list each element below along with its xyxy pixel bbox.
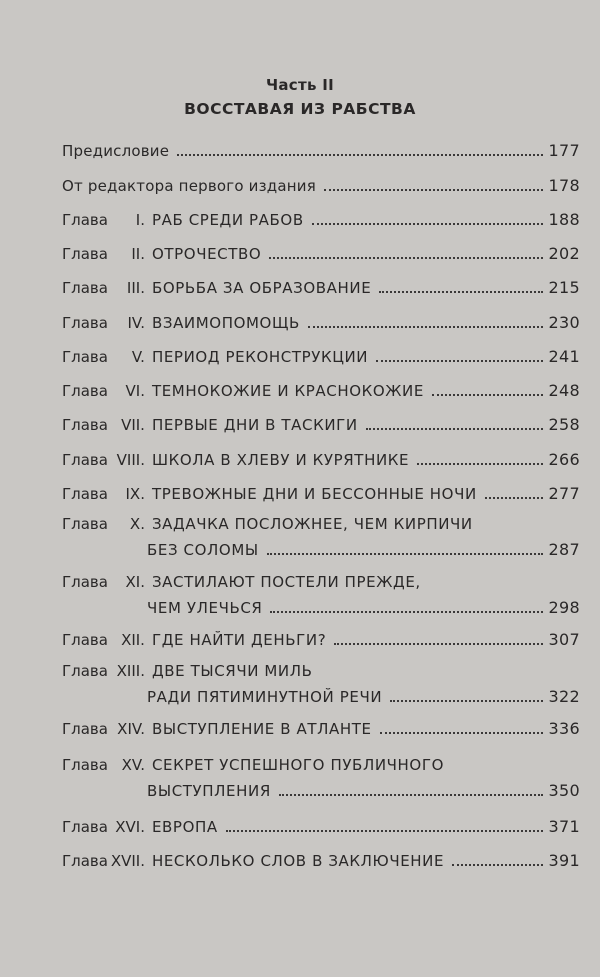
page-number: 298 bbox=[548, 598, 580, 617]
chapter-number: XIV. bbox=[117, 720, 145, 738]
dot-leader bbox=[366, 427, 543, 430]
chapter-number: I. bbox=[135, 211, 145, 229]
chapter-word: Глава bbox=[62, 756, 108, 774]
chapter-number: IV. bbox=[127, 314, 145, 332]
page-number: 350 bbox=[548, 781, 580, 800]
dot-leader bbox=[376, 359, 542, 362]
page-number: 177 bbox=[548, 141, 580, 160]
chapter-word: Глава bbox=[62, 852, 108, 870]
chapter-number: VIII. bbox=[116, 451, 145, 469]
chapter-label bbox=[62, 348, 152, 366]
chapter-label bbox=[62, 573, 152, 591]
dot-leader bbox=[177, 153, 542, 156]
page-number: 258 bbox=[548, 415, 580, 434]
toc-entry bbox=[62, 447, 580, 469]
toc-entry-continuation bbox=[147, 537, 580, 559]
chapter-number: IX. bbox=[125, 485, 145, 503]
dot-leader bbox=[432, 393, 543, 396]
chapter-label bbox=[62, 756, 152, 774]
chapter-label bbox=[62, 245, 152, 263]
chapter-label bbox=[62, 852, 152, 870]
page-number: 202 bbox=[548, 244, 580, 263]
dot-leader bbox=[267, 552, 543, 555]
chapter-number: XII. bbox=[121, 631, 145, 649]
page-number: 391 bbox=[548, 851, 580, 870]
toc-entry bbox=[62, 310, 580, 332]
page-number: 307 bbox=[548, 630, 580, 649]
chapter-word: Глава bbox=[62, 348, 108, 366]
toc-entry bbox=[62, 378, 580, 400]
chapter-label bbox=[62, 515, 152, 533]
page-number: 215 bbox=[548, 278, 580, 297]
page-number: 336 bbox=[548, 719, 580, 738]
dot-leader bbox=[379, 290, 542, 293]
chapter-word: Глава bbox=[62, 451, 108, 469]
chapter-word: Глава bbox=[62, 416, 108, 434]
chapter-number: X. bbox=[129, 515, 145, 533]
entry-title-continued: БЕЗ СОЛОМЫ bbox=[147, 541, 259, 559]
page-number: 178 bbox=[548, 176, 580, 195]
chapter-number: XVI. bbox=[115, 818, 145, 836]
dot-leader bbox=[226, 829, 543, 832]
toc-entry-continuation bbox=[147, 778, 580, 800]
chapter-word: Глава bbox=[62, 573, 108, 591]
dot-leader bbox=[279, 793, 543, 796]
dot-leader bbox=[270, 610, 542, 613]
entry-title-continued: РАДИ ПЯТИМИНУТНОЙ РЕЧИ bbox=[147, 688, 383, 706]
toc-entry bbox=[62, 241, 580, 263]
chapter-number: XV. bbox=[121, 756, 145, 774]
chapter-word: Глава bbox=[62, 382, 108, 400]
chapter-number: III. bbox=[126, 279, 145, 297]
chapter-word: Глава bbox=[62, 279, 108, 297]
dot-leader bbox=[324, 188, 543, 191]
toc-entry bbox=[62, 627, 580, 649]
chapter-label bbox=[62, 818, 152, 836]
chapter-number: XI. bbox=[125, 573, 145, 591]
toc-entry bbox=[62, 658, 580, 680]
chapter-number: V. bbox=[131, 348, 145, 366]
toc-entry bbox=[62, 511, 580, 533]
page-number: 248 bbox=[548, 381, 580, 400]
chapter-label bbox=[62, 631, 152, 649]
toc-entry bbox=[62, 814, 580, 836]
chapter-word: Глава bbox=[62, 314, 108, 332]
entry-title: ДВЕ ТЫСЯЧИ МИЛЬ bbox=[151, 662, 313, 680]
entry-title: ЗАСТИЛАЮТ ПОСТЕЛИ ПРЕЖДЕ, bbox=[151, 573, 421, 591]
page-number: 322 bbox=[548, 687, 580, 706]
entry-title: От редактора первого издания bbox=[62, 177, 316, 195]
chapter-number: II. bbox=[131, 245, 145, 263]
chapter-word: Глава bbox=[62, 720, 108, 738]
entry-title: РАБ СРЕДИ РАБОВ bbox=[151, 211, 304, 229]
chapter-label bbox=[62, 314, 152, 332]
entry-title-continued: ВЫСТУПЛЕНИЯ bbox=[147, 782, 271, 800]
chapter-number: VII. bbox=[121, 416, 145, 434]
toc-entry-continuation bbox=[147, 684, 580, 706]
page-number: 266 bbox=[548, 450, 580, 469]
toc-entry bbox=[62, 275, 580, 297]
toc-entry bbox=[62, 207, 580, 229]
toc-entry bbox=[62, 481, 580, 503]
dot-leader bbox=[269, 256, 542, 259]
toc-entry-continuation bbox=[147, 595, 580, 617]
entry-title: Предисловие bbox=[62, 142, 170, 160]
dot-leader bbox=[417, 462, 542, 465]
entry-title: НЕСКОЛЬКО СЛОВ В ЗАКЛЮЧЕНИЕ bbox=[151, 852, 445, 870]
page-number: 371 bbox=[548, 817, 580, 836]
entry-title: БОРЬБА ЗА ОБРАЗОВАНИЕ bbox=[151, 279, 372, 297]
chapter-label bbox=[62, 211, 152, 229]
chapter-word: Глава bbox=[62, 485, 108, 503]
dot-leader bbox=[380, 731, 543, 734]
toc-entry bbox=[62, 412, 580, 434]
chapter-label bbox=[62, 662, 152, 680]
entry-title: ЗАДАЧКА ПОСЛОЖНЕЕ, ЧЕМ КИРПИЧИ bbox=[151, 515, 473, 533]
entry-title: ПЕРВЫЕ ДНИ В ТАСКИГИ bbox=[151, 416, 358, 434]
toc-entry bbox=[62, 569, 580, 591]
dot-leader bbox=[312, 222, 543, 225]
dot-leader bbox=[452, 863, 542, 866]
page-number: 277 bbox=[548, 484, 580, 503]
chapter-word: Глава bbox=[62, 245, 108, 263]
chapter-label bbox=[62, 279, 152, 297]
toc-entry bbox=[62, 138, 580, 160]
page-number: 241 bbox=[548, 347, 580, 366]
chapter-word: Глава bbox=[62, 818, 108, 836]
toc-entry bbox=[62, 848, 580, 870]
part-title: ВОССТАВАЯ ИЗ РАБСТВА bbox=[184, 100, 416, 118]
chapter-label bbox=[62, 720, 152, 738]
dot-leader bbox=[334, 642, 542, 645]
dot-leader bbox=[308, 325, 543, 328]
entry-title-continued: ЧЕМ УЛЕЧЬСЯ bbox=[147, 599, 263, 617]
entry-title: ГДЕ НАЙТИ ДЕНЬГИ? bbox=[151, 631, 327, 649]
chapter-label bbox=[62, 451, 152, 469]
part-label: Часть II bbox=[265, 76, 335, 94]
dot-leader bbox=[485, 496, 543, 499]
entry-title: ОТРОЧЕСТВО bbox=[151, 245, 262, 263]
dot-leader bbox=[390, 699, 542, 702]
entry-title: ЕВРОПА bbox=[151, 818, 218, 836]
entry-title: ТЕМНОКОЖИЕ И КРАСНОКОЖИЕ bbox=[151, 382, 424, 400]
chapter-label bbox=[62, 485, 152, 503]
chapter-word: Глава bbox=[62, 631, 108, 649]
entry-title: ПЕРИОД РЕКОНСТРУКЦИИ bbox=[151, 348, 369, 366]
page-number: 230 bbox=[548, 313, 580, 332]
chapter-label bbox=[62, 416, 152, 434]
chapter-word: Глава bbox=[62, 211, 108, 229]
entry-title: ШКОЛА В ХЛЕВУ И КУРЯТНИКЕ bbox=[151, 451, 410, 469]
toc-entry bbox=[62, 173, 580, 195]
entry-title: ТРЕВОЖНЫЕ ДНИ И БЕССОННЫЕ НОЧИ bbox=[151, 485, 477, 503]
entry-title: ВЗАИМОПОМОЩЬ bbox=[151, 314, 300, 332]
chapter-number: VI. bbox=[125, 382, 145, 400]
chapter-number: XVII. bbox=[110, 852, 145, 870]
toc-entry bbox=[62, 344, 580, 366]
entry-title: ВЫСТУПЛЕНИЕ В АТЛАНТЕ bbox=[151, 720, 372, 738]
toc-entry bbox=[62, 752, 580, 774]
chapter-word: Глава bbox=[62, 515, 108, 533]
page-number: 188 bbox=[548, 210, 580, 229]
chapter-label bbox=[62, 382, 152, 400]
chapter-number: XIII. bbox=[116, 662, 145, 680]
chapter-word: Глава bbox=[62, 662, 108, 680]
toc-entry bbox=[62, 716, 580, 738]
entry-title: СЕКРЕТ УСПЕШНОГО ПУБЛИЧНОГО bbox=[151, 756, 444, 774]
page-number: 287 bbox=[548, 540, 580, 559]
